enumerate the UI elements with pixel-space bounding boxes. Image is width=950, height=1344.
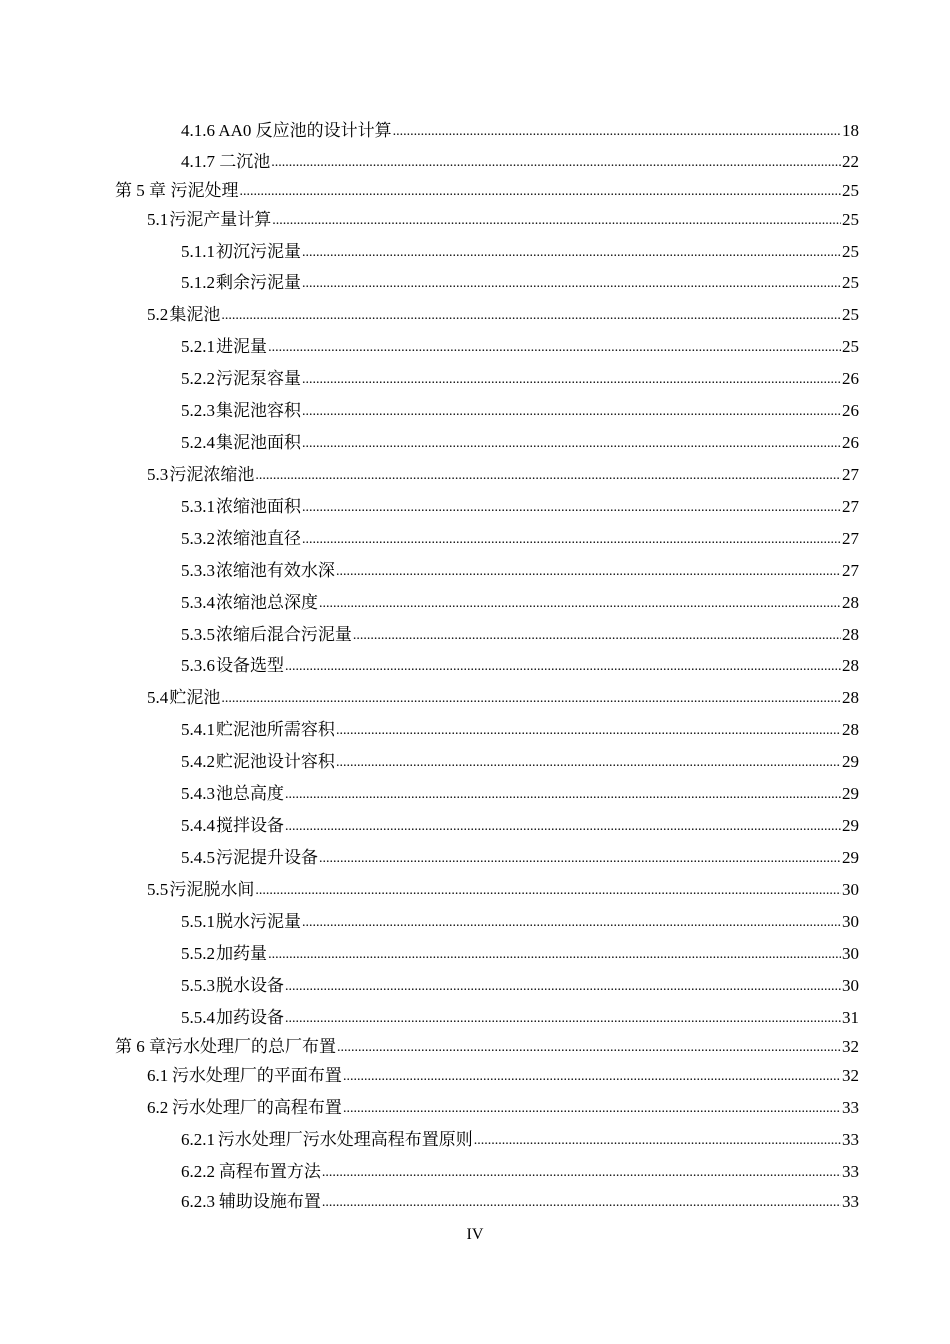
toc-entry-title: 初沉污泥量 [216, 242, 301, 261]
toc-leader-dots [255, 877, 841, 903]
toc-entry-title: 脱水设备 [216, 976, 285, 995]
toc-leader-dots [221, 302, 841, 328]
toc-entry-number: 5.2.3 [181, 401, 215, 420]
page-number-footer: IV [466, 1226, 484, 1243]
toc-section-entry[interactable] [147, 686, 859, 710]
toc-entry[interactable] [181, 271, 859, 295]
toc-leader-dots [474, 1127, 841, 1153]
toc-entry-number: 第 6 章 [115, 1037, 166, 1056]
toc-entry-number: 5.1.1 [181, 242, 215, 261]
toc-entry-title: 加药设备 [216, 1008, 285, 1027]
toc-section-entry[interactable] [147, 1096, 859, 1120]
toc-entry-page: 25 [842, 242, 859, 261]
toc-entry-number: 5.5.4 [181, 1008, 215, 1027]
toc-entry-page: 29 [842, 784, 859, 803]
toc-entry[interactable] [181, 718, 859, 742]
toc-leader-dots [285, 1005, 841, 1031]
toc-entry-number: 5.3 [147, 465, 169, 484]
toc-leader-dots [337, 1034, 841, 1060]
toc-entry-number: 6.1 [147, 1066, 169, 1085]
toc-entry-page: 30 [842, 880, 859, 899]
toc-entry[interactable] [181, 1160, 859, 1184]
toc-leader-dots [319, 590, 841, 616]
toc-entry[interactable] [181, 240, 859, 264]
toc-entry-number: 5.4 [147, 688, 169, 707]
toc-entry-title: 浓缩池有效水深 [215, 561, 335, 580]
toc-leader-dots [302, 430, 841, 456]
toc-entry-page: 26 [842, 433, 859, 452]
toc-entry-title: 集泥池 [169, 305, 221, 324]
toc-entry[interactable] [181, 942, 859, 966]
toc-entry-title: 搅拌设备 [216, 816, 285, 835]
toc-entry-number: 5.5.3 [181, 976, 215, 995]
toc-entry-page: 26 [842, 401, 859, 420]
toc-entry-page: 27 [842, 561, 859, 580]
toc-chapter-entry[interactable] [115, 1035, 859, 1059]
toc-entry-page: 33 [842, 1162, 859, 1181]
toc-entry-title: 污泥产量计算 [169, 210, 272, 229]
toc-leader-dots [221, 685, 841, 711]
toc-entry[interactable] [181, 623, 859, 647]
toc-leader-dots [343, 1063, 841, 1089]
toc-entry-number: 5.2.4 [181, 433, 215, 452]
toc-entry-page: 25 [842, 337, 859, 356]
toc-leader-dots [302, 494, 841, 520]
toc-entry-page: 32 [842, 1066, 859, 1085]
toc-entry-title: 污水处理厂的平面布置 [171, 1066, 342, 1085]
toc-entry[interactable] [181, 399, 859, 423]
toc-leader-dots [322, 1159, 841, 1185]
toc-entry-page: 28 [842, 720, 859, 739]
toc-section-entry[interactable] [147, 463, 859, 487]
toc-leader-dots [336, 558, 841, 584]
toc-entry-title: 集泥池容积 [216, 401, 301, 420]
toc-entry-number: 4.1.7 [181, 152, 215, 171]
toc-entry[interactable] [181, 150, 859, 174]
toc-entry-title: AA0 反应池的设计计算 [218, 121, 392, 140]
toc-entry-title: 设备选型 [216, 656, 285, 675]
toc-entry-number: 5.3.5 [181, 625, 215, 644]
toc-entry-title: 贮泥池设计容积 [215, 752, 335, 771]
toc-entry-title: 加药量 [216, 944, 268, 963]
toc-entry-page: 29 [842, 752, 859, 771]
toc-leader-dots [302, 398, 841, 424]
toc-entry-page: 30 [842, 944, 859, 963]
toc-entry-page: 33 [842, 1192, 859, 1211]
toc-entry-number: 5.5.1 [181, 912, 215, 931]
toc-entry[interactable] [181, 750, 859, 774]
toc-entry[interactable] [181, 846, 859, 870]
toc-entry-page: 25 [842, 273, 859, 292]
toc-entry-number: 6.2.2 [181, 1162, 215, 1181]
toc-entry-title: 浓缩池直径 [216, 529, 301, 548]
toc-entry[interactable] [181, 559, 859, 583]
toc-section-entry[interactable] [147, 878, 859, 902]
toc-entry-number: 5.4.3 [181, 784, 215, 803]
toc-entry-title: 污泥脱水间 [169, 880, 255, 899]
toc-chapter-entry[interactable] [115, 179, 859, 203]
toc-entry-title: 脱水污泥量 [216, 912, 301, 931]
toc-entry-title: 辅助设施布置 [218, 1192, 321, 1211]
toc-leader-dots [285, 813, 841, 839]
toc-entry-number: 5.2 [147, 305, 169, 324]
toc-entry[interactable] [181, 1006, 859, 1030]
toc-entry-number: 5.4.1 [181, 720, 215, 739]
toc-leader-dots [343, 1095, 841, 1121]
toc-entry-title: 污水处理厂的总厂布置 [166, 1037, 336, 1056]
toc-entry-title: 池总高度 [216, 784, 285, 803]
toc-entry-page: 18 [842, 121, 859, 140]
toc-entry-page: 26 [842, 369, 859, 388]
toc-entry-number: 5.4.5 [181, 848, 215, 867]
toc-leader-dots [255, 462, 841, 488]
toc-entry[interactable] [181, 527, 859, 551]
toc-entry[interactable] [181, 974, 859, 998]
toc-entry-page: 27 [842, 497, 859, 516]
toc-entry[interactable] [181, 910, 859, 934]
toc-entry-title: 污泥浓缩池 [169, 465, 255, 484]
toc-entry-page: 22 [842, 152, 859, 171]
toc-entry-page: 28 [842, 688, 859, 707]
toc-entry-number: 第 5 章 [115, 181, 166, 200]
toc-leader-dots [285, 781, 841, 807]
toc-entry-page: 28 [842, 656, 859, 675]
toc-entry-title: 浓缩后混合污泥量 [215, 625, 352, 644]
toc-entry-page: 29 [842, 816, 859, 835]
toc-section-entry[interactable] [147, 208, 859, 232]
toc-leader-dots [285, 653, 841, 679]
toc-leader-dots [302, 526, 841, 552]
toc-entry-number: 5.3.6 [181, 656, 215, 675]
toc-entry-number: 5.4.2 [181, 752, 215, 771]
toc-entry-page: 33 [842, 1130, 859, 1149]
toc-leader-dots [239, 178, 841, 204]
toc-entry-number: 5.1.2 [181, 273, 215, 292]
toc-entry-title: 污泥泵容量 [216, 369, 301, 388]
toc-entry-title: 进泥量 [216, 337, 268, 356]
toc-leader-dots [271, 149, 841, 175]
toc-entry-title: 剩余污泥量 [216, 273, 301, 292]
toc-entry[interactable] [181, 1128, 859, 1152]
toc-entry-page: 30 [842, 912, 859, 931]
toc-entry-page: 30 [842, 976, 859, 995]
toc-entry-page: 29 [842, 848, 859, 867]
toc-entry-number: 5.3.1 [181, 497, 215, 516]
toc-leader-dots [302, 366, 841, 392]
toc-entry-title: 污泥处理 [170, 181, 239, 200]
toc-leader-dots [353, 622, 841, 648]
toc-entry-number: 5.2.1 [181, 337, 215, 356]
toc-leader-dots [268, 334, 841, 360]
toc-leader-dots [319, 845, 841, 871]
toc-entry-number: 6.2.3 [181, 1192, 215, 1211]
toc-entry-number: 5.4.4 [181, 816, 215, 835]
toc-entry[interactable] [181, 654, 859, 678]
toc-entry-title: 污水处理厂污水处理高程布置原则 [217, 1130, 473, 1149]
toc-entry-number: 5.5 [147, 880, 169, 899]
toc-entry[interactable] [181, 782, 859, 806]
toc-leader-dots [302, 239, 841, 265]
toc-entry-number: 6.2 [147, 1098, 169, 1117]
toc-entry-title: 集泥池面积 [216, 433, 301, 452]
toc-entry-page: 33 [842, 1098, 859, 1117]
toc-entry-title: 二沉池 [219, 152, 271, 171]
toc-entry-page: 25 [842, 181, 859, 200]
toc-entry[interactable] [181, 431, 859, 455]
toc-leader-dots [272, 207, 841, 233]
toc-entry[interactable] [181, 814, 859, 838]
toc-entry-title: 贮泥池所需容积 [215, 720, 335, 739]
toc-leader-dots [336, 749, 841, 775]
toc-leader-dots [336, 717, 841, 743]
toc-entry-page: 25 [842, 305, 859, 324]
toc-leader-dots [393, 118, 841, 144]
toc-entry-number: 4.1.6 [181, 121, 215, 140]
toc-leader-dots [268, 941, 841, 967]
toc-entry[interactable] [181, 367, 859, 391]
toc-entry-title: 浓缩池面积 [216, 497, 301, 516]
toc-entry-page: 28 [842, 625, 859, 644]
toc-entry-page: 31 [842, 1008, 859, 1027]
toc-entry-page: 25 [842, 210, 859, 229]
toc-entry-number: 5.5.2 [181, 944, 215, 963]
toc-entry-page: 28 [842, 593, 859, 612]
toc-entry-number: 5.3.4 [181, 593, 215, 612]
toc-entry[interactable] [181, 335, 859, 359]
toc-leader-dots [302, 270, 841, 296]
toc-section-entry[interactable] [147, 1064, 859, 1088]
toc-entry-number: 5.3.3 [181, 561, 215, 580]
toc-entry-number: 6.2.1 [181, 1130, 215, 1149]
toc-entry[interactable] [181, 591, 859, 615]
toc-entry-title: 污泥提升设备 [215, 848, 318, 867]
toc-entry-title: 浓缩池总深度 [215, 593, 318, 612]
toc-leader-dots [302, 909, 841, 935]
toc-entry-page: 27 [842, 529, 859, 548]
toc-entry-number: 5.2.2 [181, 369, 215, 388]
toc-leader-dots [322, 1189, 841, 1215]
toc-entry[interactable] [181, 119, 859, 143]
toc-entry-number: 5.3.2 [181, 529, 215, 548]
toc-entry-page: 32 [842, 1037, 859, 1056]
toc-section-entry[interactable] [147, 303, 859, 327]
toc-entry[interactable] [181, 1190, 859, 1214]
toc-entry-number: 5.1 [147, 210, 169, 229]
toc-entry-title: 污水处理厂的高程布置 [171, 1098, 342, 1117]
toc-entry-title: 贮泥池 [169, 688, 221, 707]
toc-entry-page: 27 [842, 465, 859, 484]
toc-entry[interactable] [181, 495, 859, 519]
toc-leader-dots [285, 973, 841, 999]
toc-entry-title: 高程布置方法 [218, 1162, 321, 1181]
